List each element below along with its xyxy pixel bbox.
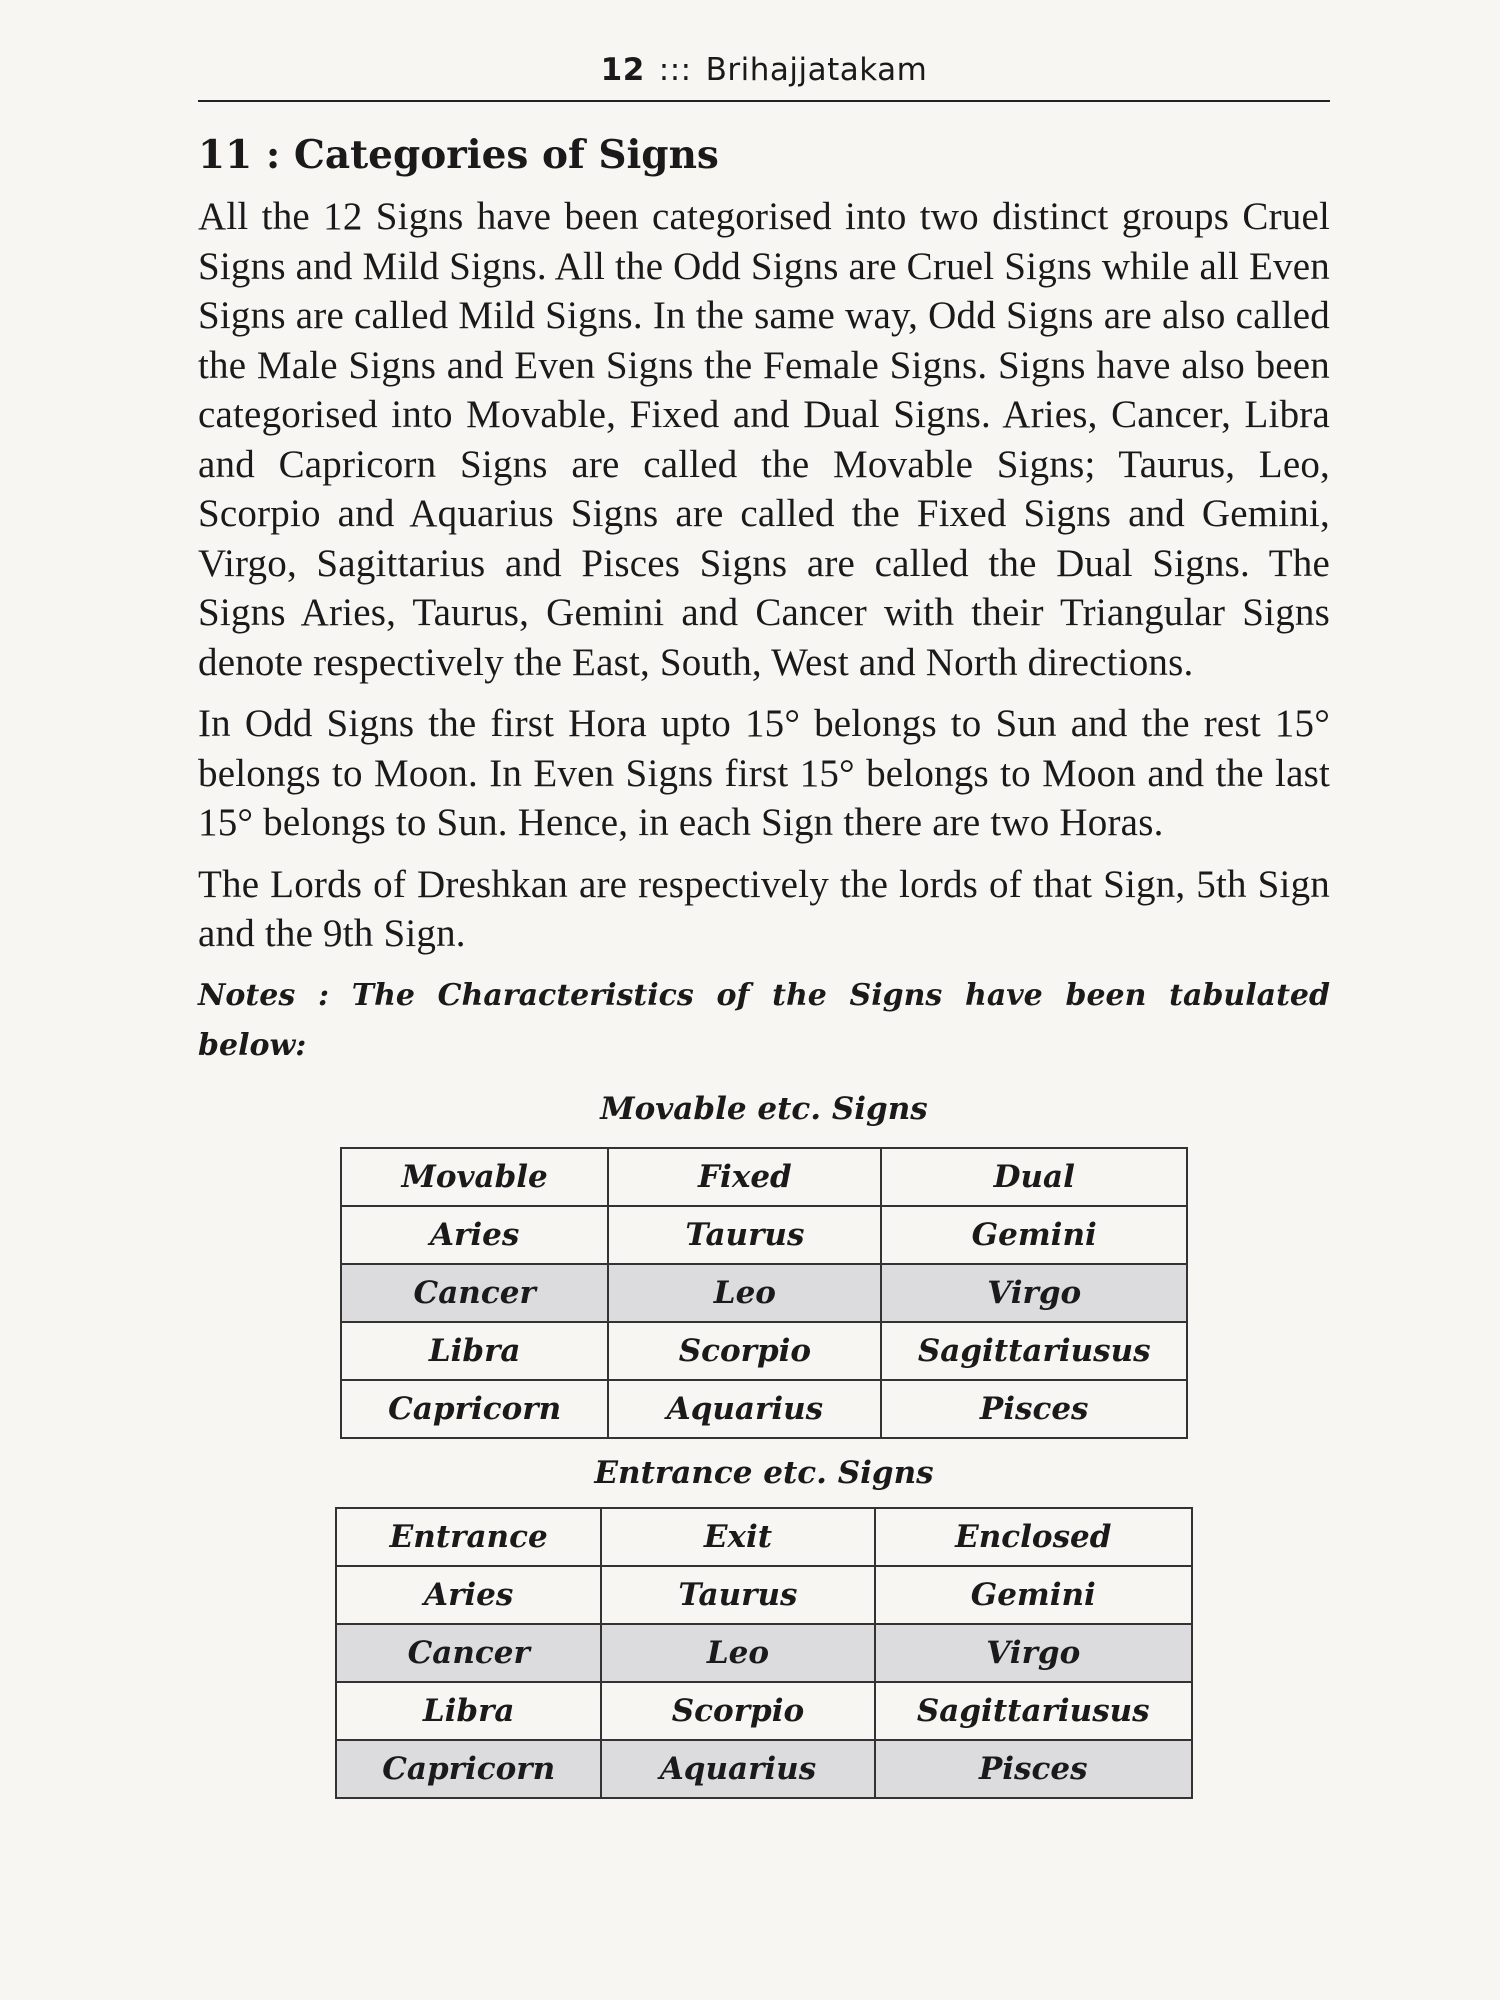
notes-text: Notes : The Characteristics of the Signs have been tabulated below:	[198, 977, 1330, 1063]
table-header-cell: Exit	[601, 1508, 874, 1566]
table-cell: Taurus	[608, 1206, 881, 1264]
table-row	[336, 1682, 1192, 1740]
table-cell: Capricorn	[341, 1380, 608, 1438]
table-header-cell: Movable	[341, 1148, 608, 1206]
table-row	[341, 1206, 1187, 1264]
table-cell: Sagittariusus	[875, 1682, 1192, 1740]
section-heading: 11 : Categories of Signs	[198, 132, 719, 178]
table-row	[336, 1566, 1192, 1624]
table-cell: Pisces	[875, 1740, 1192, 1798]
table-header-cell: Entrance	[336, 1508, 601, 1566]
table-cell: Gemini	[875, 1566, 1192, 1624]
table-header-cell: Enclosed	[875, 1508, 1192, 1566]
table-row	[341, 1264, 1187, 1322]
table-cell: Libra	[336, 1682, 601, 1740]
book-page	[198, 40, 1330, 1980]
table-cell: Sagittariusus	[881, 1322, 1187, 1380]
table-caption-movable: Movable etc. Signs	[600, 1090, 928, 1127]
header-rule	[198, 100, 1330, 102]
table-cell: Aquarius	[608, 1380, 881, 1438]
movable-signs-table	[340, 1147, 1188, 1439]
entrance-signs-table	[335, 1507, 1193, 1799]
table-cell: Scorpio	[608, 1322, 881, 1380]
table-cell: Leo	[601, 1624, 874, 1682]
page-header	[198, 40, 1330, 100]
paragraph-categories: All the 12 Signs have been categorised into two distinct groups Cruel Signs and Mild Signs. All the Odd Signs are Cruel Signs while all Even Signs are called Mild Signs. In the same way, Odd Signs are also called the Male Signs and Even Signs the Female Signs. Signs have also been categorised into Movable, Fixed and Dual Signs. Aries, Cancer, Libra and Capricorn Signs are called the Movable Signs; Taurus, Leo, Scorpio and Aquarius Signs are called the Fixed Signs and Gemini, Virgo, Sagittarius and Pisces Signs are called the Dual Signs. The Signs Aries, Taurus, Gemini and Cancer with their Triangular Signs denote respectively the East, South, West and North directions.	[198, 195, 1330, 684]
table-cell: Virgo	[875, 1624, 1192, 1682]
table-cell: Cancer	[341, 1264, 608, 1322]
table-cell: Taurus	[601, 1566, 874, 1624]
table-header-row	[336, 1508, 1192, 1566]
table-row	[341, 1322, 1187, 1380]
table-cell: Leo	[608, 1264, 881, 1322]
table-cell: Pisces	[881, 1380, 1187, 1438]
table-cell: Aries	[336, 1566, 601, 1624]
paragraph-horas: In Odd Signs the first Hora upto 15° belongs to Sun and the rest 15° belongs to Moon. In Even Signs first 15° belongs to Moon and the last 15° belongs to Sun. Hence, in each Sign there are two Horas.	[198, 702, 1330, 844]
table-header-cell: Dual	[881, 1148, 1187, 1206]
table-cell: Cancer	[336, 1624, 601, 1682]
table-cell: Aries	[341, 1206, 608, 1264]
book-title: Brihajjatakam	[705, 52, 928, 88]
table-cell: Aquarius	[601, 1740, 874, 1798]
page-number: 12	[600, 52, 645, 88]
table-row	[336, 1624, 1192, 1682]
table-cell: Gemini	[881, 1206, 1187, 1264]
table-header-cell: Fixed	[608, 1148, 881, 1206]
header-separator: :::	[658, 52, 692, 88]
table-cell: Scorpio	[601, 1682, 874, 1740]
table-cell: Libra	[341, 1322, 608, 1380]
table-header-row	[341, 1148, 1187, 1206]
table-cell: Virgo	[881, 1264, 1187, 1322]
table-cell: Capricorn	[336, 1740, 601, 1798]
table-caption-entrance: Entrance etc. Signs	[594, 1454, 934, 1491]
paragraph-dreshkan: The Lords of Dreshkan are respectively the lords of that Sign, 5th Sign and the 9th Sign.	[198, 862, 1330, 955]
table-row	[341, 1380, 1187, 1438]
table-row	[336, 1740, 1192, 1798]
